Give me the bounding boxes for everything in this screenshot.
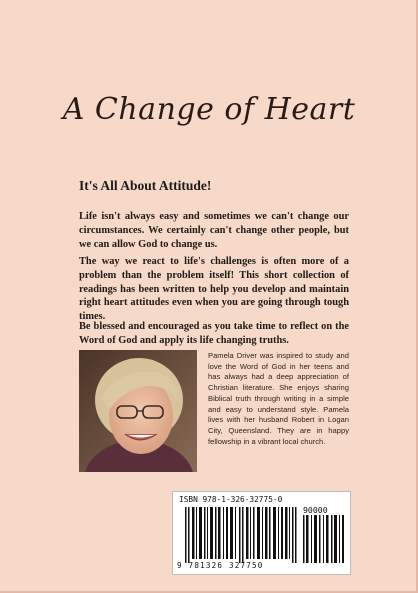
ean-digits: 9 781326 327750 (177, 561, 264, 570)
isbn-label: ISBN 978-1-326-32775-0 (179, 495, 283, 504)
blurb-paragraph-2: The way we react to life's challenges is often more of a problem than the problem itself! This short collection of readings has been written to help you develop and maintain right heart attitudes even when you are going through tough times. (79, 256, 349, 323)
isbn-barcode (172, 491, 351, 575)
price-addon-bars (303, 515, 347, 563)
author-bio: Pamela Driver was inspired to study and love the Word of God in her teens and has always had a deep appreciation of Christian literature. She enjoys sharing Biblical truth through writing in a simple and easy to understand style. Pamela lives with her husband Robert in Logan City, Queensland. They are in happy fellowship in a vibrant local church. (208, 351, 349, 446)
author-portrait-image (79, 350, 197, 472)
blurb-paragraph-1: Life isn't always easy and sometimes we can't change our circumstances. We certainly can't change other people, but we can allow God to change us. (79, 211, 349, 250)
book-title: A Change of Heart (62, 92, 356, 127)
price-code: 90000 (303, 505, 328, 515)
blurb-paragraph-3: Be blessed and encouraged as you take time to reflect on the Word of God and apply its life changing truths. (79, 321, 349, 346)
book-subtitle: It's All About Attitude! (79, 178, 212, 193)
ean-barcode-bars (185, 507, 297, 563)
author-photo (79, 350, 197, 472)
